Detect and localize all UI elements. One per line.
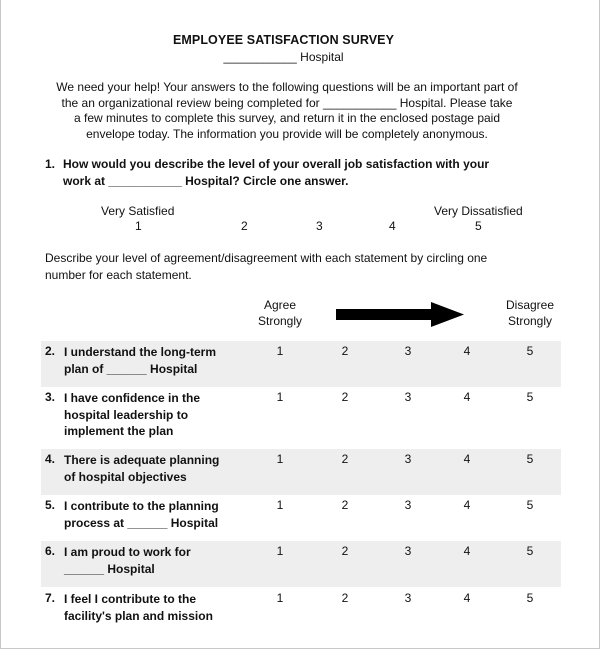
q1-option-1[interactable]: 1 [135,219,142,233]
header-line: Agree [263,298,297,312]
option-5[interactable]: 5 [526,452,534,466]
statement-number: 6. [45,544,56,558]
option-3[interactable]: 3 [404,498,412,512]
statement-line: I feel I contribute to the [64,592,197,606]
option-2[interactable]: 2 [341,452,349,466]
instructions-line: number for each statement. [45,268,192,282]
header-disagree-strongly [499,297,561,329]
option-5[interactable]: 5 [526,344,534,358]
right-arrow-icon [336,302,464,327]
option-2[interactable]: 2 [341,591,349,605]
statement-row-7 [41,588,561,634]
option-1[interactable]: 1 [276,498,284,512]
intro-line: We need your help! Your answers to the following questions will be an important part of [56,80,518,94]
option-1[interactable]: 1 [276,544,284,558]
statement-line: facility's plan and mission [64,608,213,623]
statement-line: I contribute to the planning [64,499,219,513]
statement-line: implement the plan [64,424,174,438]
statement-line: plan of ______ Hospital [64,361,198,376]
option-5[interactable]: 5 [526,390,534,404]
statement-row-6 [41,541,561,587]
scale-left-label: Very Satisfied [101,204,175,218]
intro-line: envelope today. The information you provide will be completely anonymous. [86,126,488,141]
q1-option-4[interactable]: 4 [389,219,396,233]
statement-number: 4. [45,452,56,466]
statement-line: hospital leadership to [64,407,189,422]
document-subtitle: ___________ Hospital [223,50,344,64]
instructions-line: Describe your level of agreement/disagreement with each statement by circling one [45,251,488,265]
option-1[interactable]: 1 [276,591,284,605]
option-4[interactable]: 4 [463,390,471,404]
option-4[interactable]: 4 [463,452,471,466]
question-line: How would you describe the level of your overall job satisfaction with your [63,157,490,171]
statement-number: 7. [45,591,56,605]
statement-number: 3. [45,390,56,404]
intro-line: the an organizational review being completed for ___________ Hospital. Please take [61,95,513,110]
option-5[interactable]: 5 [526,498,534,512]
option-3[interactable]: 3 [404,544,412,558]
option-1[interactable]: 1 [276,344,284,358]
header-line: Disagree [505,298,555,312]
intro-line: a few minutes to complete this survey, and return it in the enclosed postage paid [73,111,501,125]
intro-paragraph [37,80,537,142]
option-4[interactable]: 4 [463,498,471,512]
option-4[interactable]: 4 [463,544,471,558]
q1-option-5[interactable]: 5 [475,219,482,233]
option-4[interactable]: 4 [463,591,471,605]
q1-option-2[interactable]: 2 [241,219,248,233]
question-number: 1. [45,157,56,171]
statement-text [64,591,239,624]
option-5[interactable]: 5 [526,591,534,605]
option-3[interactable]: 3 [404,591,412,605]
statement-line: There is adequate planning [64,453,220,467]
option-2[interactable]: 2 [341,344,349,358]
option-2[interactable]: 2 [341,544,349,558]
option-1[interactable]: 1 [276,452,284,466]
q1-option-3[interactable]: 3 [316,219,323,233]
statement-text [64,498,239,531]
agreement-instructions [45,250,545,284]
option-1[interactable]: 1 [276,390,284,404]
header-line: Strongly [257,314,303,328]
statement-line: I have confidence in the [64,391,201,405]
option-2[interactable]: 2 [341,498,349,512]
question-line: work at ___________ Hospital? Circle one answer. [63,174,349,188]
question-text [63,156,543,190]
statement-line: of hospital objectives [64,469,187,484]
statement-number: 5. [45,498,56,512]
option-3[interactable]: 3 [404,452,412,466]
option-3[interactable]: 3 [404,344,412,358]
option-2[interactable]: 2 [341,390,349,404]
statement-text [64,390,239,440]
statement-row-2 [41,341,561,387]
statement-line: process at ______ Hospital [64,515,219,530]
statement-row-4 [41,449,561,495]
statement-text [64,544,239,577]
statement-line: ______ Hospital [64,561,155,576]
statement-row-5 [41,495,561,541]
statement-line: I understand the long-term [64,345,217,359]
option-3[interactable]: 3 [404,390,412,404]
statement-line: I am proud to work for [64,545,191,559]
document-title: EMPLOYEE SATISFACTION SURVEY [172,33,395,47]
statement-row-3 [41,387,561,441]
header-line: Strongly [507,314,553,328]
option-5[interactable]: 5 [526,544,534,558]
statement-text [64,344,239,377]
statement-text [64,452,239,485]
statement-number: 2. [45,344,56,358]
scale-right-label: Very Dissatisfied [434,204,523,218]
option-4[interactable]: 4 [463,344,471,358]
header-agree-strongly [250,297,310,329]
